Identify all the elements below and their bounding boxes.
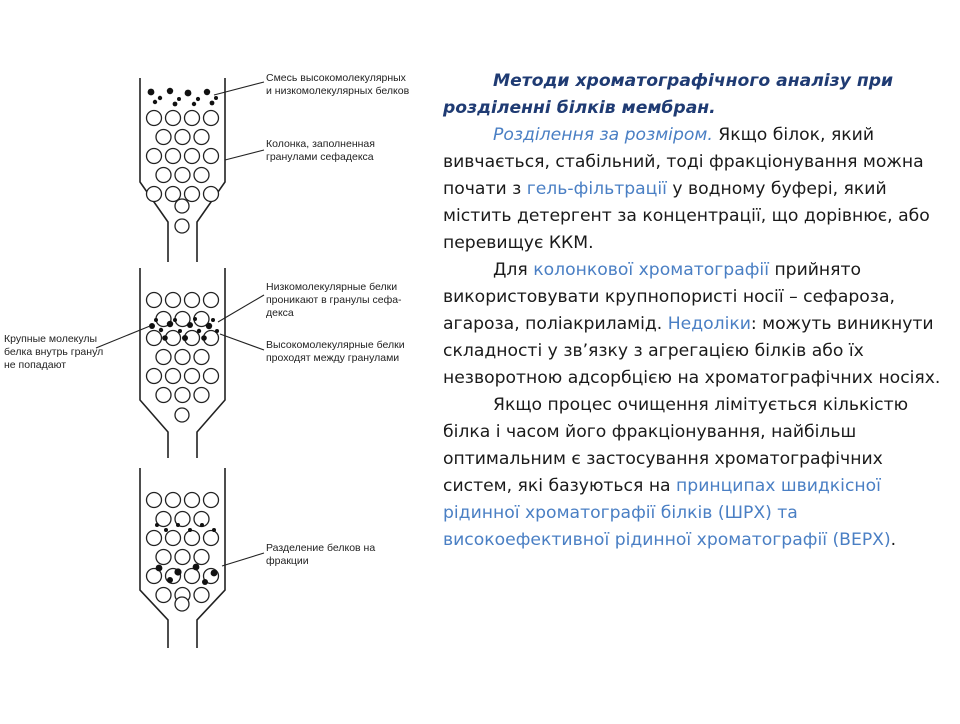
- gel-bead: [204, 493, 219, 508]
- label-pointer: [220, 334, 264, 350]
- p2-text-1: Для: [493, 260, 534, 280]
- gel-bead: [185, 369, 200, 384]
- label-low-mw: Низкомолекулярные белки проникают в гранулы сефа- декса: [266, 281, 402, 319]
- protein-molecule: [185, 90, 192, 97]
- protein-molecule: [178, 329, 182, 333]
- gel-bead: [204, 369, 219, 384]
- protein-molecule: [174, 568, 181, 575]
- gel-bead: [175, 130, 190, 145]
- protein-molecule: [148, 89, 155, 96]
- gel-bead: [166, 531, 181, 546]
- label-pointer: [222, 553, 264, 566]
- p2-text-3: : можуть виникнути складності у зв’язку з агрегацією білків або їх незворотною адсорбцією на хроматографічних носіях.: [443, 314, 941, 388]
- protein-molecule: [211, 318, 215, 322]
- protein-molecule: [167, 321, 173, 327]
- protein-molecule: [155, 523, 159, 527]
- protein-molecule: [206, 323, 212, 329]
- gel-bead: [175, 408, 189, 422]
- label-high-mw: Высокомолекулярные белки проходят между гранулами: [266, 339, 405, 364]
- paragraph-column-chromatography: [443, 257, 951, 392]
- gel-bead: [175, 168, 190, 183]
- gel-bead: [175, 219, 189, 233]
- protein-molecule: [200, 523, 204, 527]
- gel-bead: [175, 199, 189, 213]
- gel-bead: [194, 130, 209, 145]
- gel-bead: [156, 550, 171, 565]
- protein-molecule: [193, 564, 200, 571]
- gel-bead: [147, 293, 162, 308]
- gel-bead: [156, 388, 171, 403]
- gel-bead: [166, 111, 181, 126]
- gel-bead: [185, 149, 200, 164]
- gel-bead: [147, 369, 162, 384]
- gel-bead: [204, 293, 219, 308]
- protein-molecule: [197, 329, 201, 333]
- label-pointer: [214, 82, 264, 95]
- gel-bead: [166, 493, 181, 508]
- chromatography-figure: [0, 0, 440, 720]
- gel-bead: [194, 550, 209, 565]
- protein-molecule: [211, 570, 218, 577]
- gel-bead: [194, 350, 209, 365]
- gel-bead: [156, 350, 171, 365]
- gel-bead: [147, 331, 162, 346]
- gel-bead: [185, 187, 200, 202]
- protein-molecule: [167, 577, 173, 583]
- label-mixture: Смесь высокомолекулярных и низкомолекулярных белков: [266, 72, 410, 97]
- paragraph-hplc: [443, 392, 951, 554]
- gel-bead: [194, 588, 209, 603]
- gel-bead: [185, 493, 200, 508]
- p3-text-2: .: [890, 530, 897, 550]
- protein-molecule: [196, 97, 200, 101]
- gel-bead: [204, 149, 219, 164]
- protein-molecule: [154, 318, 158, 322]
- gel-bead: [147, 111, 162, 126]
- size-separation-lead: Розділення за розміром.: [493, 125, 713, 145]
- protein-molecule: [214, 96, 218, 100]
- protein-molecule: [192, 102, 196, 106]
- gel-bead: [185, 569, 200, 584]
- protein-molecule: [202, 579, 208, 585]
- gel-bead: [156, 130, 171, 145]
- paragraph-size-separation: [443, 122, 951, 257]
- protein-molecule: [182, 335, 188, 341]
- hplc-principles-link[interactable]: принципах швидкісної рідинної хроматографії білків (ШРХ) та високоефективної рідинної хроматографії (ВЕРХ): [443, 476, 891, 550]
- protein-molecule: [201, 335, 207, 341]
- protein-molecule: [215, 329, 219, 333]
- gel-filtration-link[interactable]: гель-фільтрації: [526, 179, 667, 199]
- gel-bead: [147, 531, 162, 546]
- protein-molecule: [153, 100, 157, 104]
- gel-bead: [204, 531, 219, 546]
- gel-bead: [185, 293, 200, 308]
- description-text: [443, 68, 951, 554]
- protein-molecule: [159, 328, 163, 332]
- protein-molecule: [212, 528, 216, 532]
- gel-bead: [185, 531, 200, 546]
- gel-bead: [166, 187, 181, 202]
- heading-paragraph: [443, 68, 951, 122]
- protein-molecule: [177, 97, 181, 101]
- heading: Методи хроматографічного аналізу при розділенні білків мембран.: [443, 71, 894, 118]
- p3-text-1: Якщо процес очищення лімітується кількістю білка і часом його фракціонування, найбільш оптимальним є застосування хроматографічних систем, які базуються на: [443, 395, 909, 496]
- gel-bead: [156, 168, 171, 183]
- gel-bead: [185, 111, 200, 126]
- p2-text-2: прийнято використовувати крупнопористі носії – сефароза, агароза, поліакриламід.: [443, 260, 895, 334]
- protein-molecule: [187, 322, 193, 328]
- gel-bead: [175, 550, 190, 565]
- protein-molecule: [162, 335, 168, 341]
- gel-bead: [166, 369, 181, 384]
- label-large-molecules: Крупные молекулы белка внутрь гранул не попадают: [4, 333, 104, 371]
- protein-molecule: [173, 102, 178, 107]
- gel-bead: [156, 588, 171, 603]
- gel-bead: [166, 149, 181, 164]
- gel-bead: [194, 388, 209, 403]
- drawbacks-link[interactable]: Недоліки: [667, 314, 751, 334]
- gel-bead: [147, 187, 162, 202]
- protein-molecule: [176, 523, 180, 527]
- label-column: Колонка, заполненная гранулами сефадекса: [266, 138, 375, 163]
- gel-bead: [175, 388, 190, 403]
- gel-bead: [194, 168, 209, 183]
- p1-text-1: Якщо білок, який вивчається, стабільний, тоді фракціонування можна почати з: [443, 125, 924, 199]
- protein-molecule: [204, 89, 210, 95]
- protein-molecule: [167, 88, 173, 94]
- gel-bead: [204, 111, 219, 126]
- label-pointer: [225, 150, 264, 160]
- gel-bead: [147, 149, 162, 164]
- protein-molecule: [193, 317, 197, 321]
- gel-bead: [175, 350, 190, 365]
- column-chromatography-link[interactable]: колонкової хроматографії: [533, 260, 769, 280]
- label-pointer: [96, 326, 150, 348]
- protein-molecule: [156, 565, 163, 572]
- protein-molecule: [173, 318, 177, 322]
- label-separation: Разделение белков на фракции: [266, 542, 376, 567]
- p1-text-2: у водному буфері, який містить детергент за концентрації, що дорівнює, або перевищує ККМ.: [443, 179, 930, 253]
- gel-bead: [147, 493, 162, 508]
- protein-molecule: [210, 101, 215, 106]
- protein-molecule: [158, 96, 162, 100]
- gel-bead: [166, 293, 181, 308]
- gel-bead: [204, 187, 219, 202]
- gel-bead: [175, 597, 189, 611]
- protein-molecule: [164, 528, 168, 532]
- protein-molecule: [188, 528, 192, 532]
